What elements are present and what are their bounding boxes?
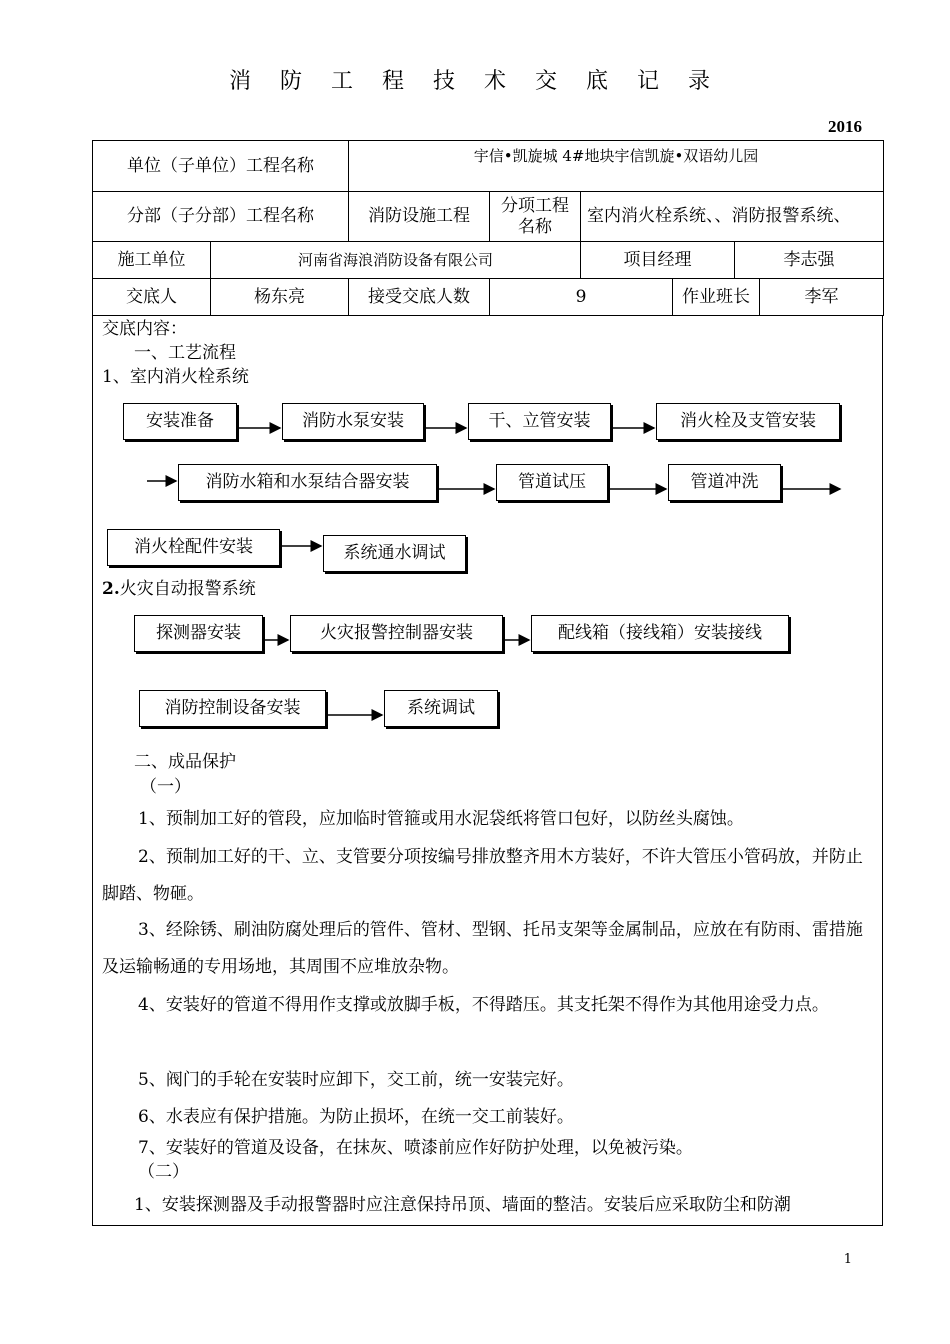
flow2-number: 2. [102, 579, 120, 599]
item-value: 室内消火栓系统、、消防报警系统、 [581, 192, 884, 242]
pm-label: 项目经理 [581, 242, 735, 279]
flow2-step-5: 系统调试 [384, 690, 498, 727]
flow1-step-6: 管道试压 [496, 464, 608, 501]
recipients-value: 9 [490, 279, 673, 316]
section-product-protection: 二、成品保护 [134, 752, 236, 772]
flow1-step-3: 干、立管安装 [468, 403, 611, 440]
protection-item-2: 2、预制加工好的干、立、支管要分项按编号排放整齐用木方装好，不许大管压小管码放，并防止脚踏、物砸。 [102, 847, 863, 904]
discloser-label: 交底人 [93, 279, 211, 316]
unit-value: 宇信•凯旋城 4#地块宇信凯旋•双语幼儿园 [349, 141, 884, 192]
flow1-step-9: 系统通水调试 [323, 535, 466, 572]
sub-label: 分部（子分部）工程名称 [93, 192, 349, 242]
protection-item-6: 6、水表应有保护措施。为防止损坏，在统一交工前装好。 [138, 1107, 574, 1127]
protection-item-3: 3、经除锈、刷油防腐处理后的管件、管材、型钢、托吊支架等金属制品，应放在有防雨、雷措施及运输畅通的专用场地，其周围不应堆放杂物。 [102, 920, 863, 977]
content-intro: 交底内容： [102, 319, 187, 339]
flow1-step-1: 安装准备 [123, 403, 237, 440]
flow1-step-5: 消防水箱和水泵结合器安装 [178, 464, 437, 501]
part-1-marker: （一） [140, 777, 191, 797]
discloser-value: 杨东亮 [211, 279, 349, 316]
protection-item-4: 4、安装好的管道不得用作支撑或放脚手板，不得踏压。其支托架不得作为其他用途受力点。 [138, 995, 829, 1015]
item-label: 分项工程名称 [490, 192, 581, 242]
recipients-label: 接受交底人数 [349, 279, 490, 316]
flow1-step-8: 消火栓配件安装 [107, 529, 280, 566]
flow1-step-2: 消防水泵安装 [282, 403, 424, 440]
part-2-marker: （二） [138, 1162, 189, 1182]
contractor-value: 河南省海浪消防设备有限公司 [211, 242, 581, 279]
section-process-flow: 一、工艺流程 [134, 343, 236, 363]
sub-value: 消防设施工程 [349, 192, 490, 242]
flow1-step-4: 消火栓及支管安装 [656, 403, 840, 440]
flow2-step-2: 火灾报警控制器安装 [290, 615, 503, 652]
protection-item-1: 1、预制加工好的管段，应加临时管箍或用水泥袋纸将管口包好，以防丝头腐蚀。 [138, 809, 744, 829]
protection-item-7: 7、安装好的管道及设备，在抹灰、喷漆前应作好防护处理，以免被污染。 [138, 1138, 693, 1158]
flow2-step-3: 配线箱（接线箱）安装接线 [531, 615, 789, 652]
team-leader-label: 作业班长 [673, 279, 760, 316]
unit-label: 单位（子单位）工程名称 [93, 141, 349, 192]
flow1-title: 1、室内消火栓系统 [102, 367, 249, 387]
header-table [92, 140, 884, 316]
flow2-step-1: 探测器安装 [134, 615, 263, 652]
page-number: 1 [843, 1252, 852, 1267]
contractor-label: 施工单位 [93, 242, 211, 279]
document-title: 消 防 工 程 技 术 交 底 记 录 [229, 69, 721, 94]
protection-item-5: 5、阀门的手轮在安装时应卸下，交工前，统一安装完好。 [138, 1070, 574, 1090]
team-leader-value: 李军 [760, 279, 884, 316]
year: 2016 [828, 117, 862, 136]
flow2-heading [102, 578, 256, 600]
flow2-step-4: 消防控制设备安装 [139, 690, 326, 727]
flow2-title: 火灾自动报警系统 [119, 579, 256, 599]
pm-value: 李志强 [735, 242, 884, 279]
flow1-step-7: 管道冲洗 [668, 464, 781, 501]
alarm-protection-item-1: 1、安装探测器及手动报警器时应注意保持吊顶、墙面的整洁。安装后应采取防尘和防潮 [134, 1195, 791, 1215]
